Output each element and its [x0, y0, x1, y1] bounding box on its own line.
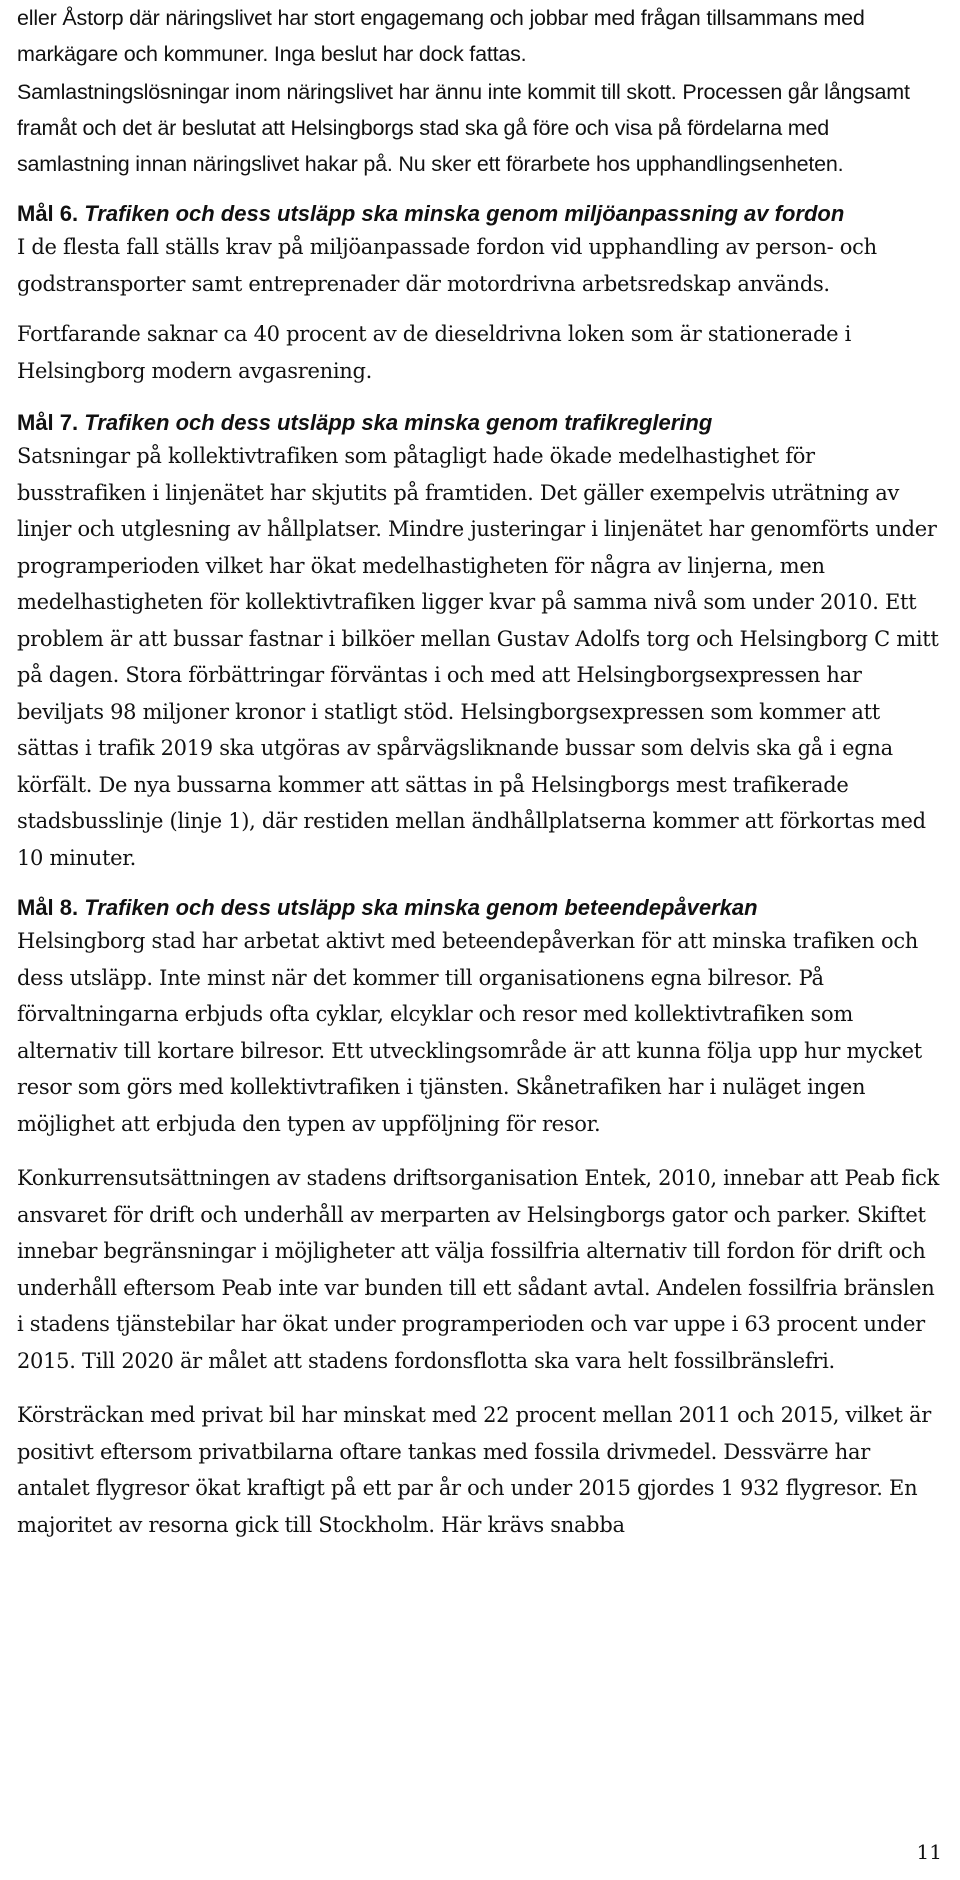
- document-page: [17, 0, 947, 1543]
- goal-7-label: Mål 7.: [17, 410, 79, 435]
- goal-6-heading: [17, 198, 947, 229]
- goal-7-heading: [17, 407, 947, 438]
- goal-6-label: Mål 6.: [17, 201, 79, 226]
- goal-8-paragraph-2: Konkurrensutsättningen av stadens driftsorganisation Entek, 2010, innebar att Peab fick ansvaret för drift och underhåll av merparten av Helsingborgs gator och parker. Skiftet innebar begränsningar i möjligheter att välja fossilfria alternativ till fordon för drift och underhåll eftersom Peab inte var bunden till ett sådant avtal. Andelen fossilfria bränslen i stadens tjänstebilar har ökat under programperioden och var uppe i 63 procent under 2015. Till 2020 är målet att stadens fordonsflotta ska vara helt fossilbränslefri.: [17, 1166, 939, 1373]
- goal-8-label: Mål 8.: [17, 895, 79, 920]
- goal-8-title: Trafiken och dess utsläpp ska minska genom beteendepåverkan: [84, 895, 758, 920]
- goal-7-paragraph-1: Satsningar på kollektivtrafiken som påtagligt hade ökade medelhastighet för busstrafiken i linjenätet har skjutits på framtiden. Det gäller exempelvis uträtning av linjer och utglesning av hållplatser. Mindre justeringar i linjenätet har genomförts under programperioden vilket har ökat medelhastigheten för några av linjerna, men medelhastigheten för kollektivtrafiken ligger kvar på samma nivå som under 2010. Ett problem är att bussar fastnar i bilköer mellan Gustav Adolfs torg och Helsingborg C mitt på dagen. Stora förbättringar förväntas i och med att Helsingborgsexpressen har beviljats 98 miljoner kronor i statligt stöd. Helsingborgsexpressen som kommer att sättas i trafik 2019 ska utgöras av spårvägsliknande bussar som delvis ska gå i egna körfält. De nya bussarna kommer att sättas in på Helsingborgs mest trafikerade stadsbusslinje (linje 1), där restiden mellan ändhållplatserna kommer att förkortas med 10 minuter.: [17, 444, 939, 870]
- goal-8-heading: [17, 892, 947, 923]
- intro-paragraph-1: eller Åstorp där näringslivet har stort engagemang och jobbar med frågan tillsammans med markägare och kommuner. Inga beslut har dock fattas.: [17, 6, 865, 66]
- goal-7-title: Trafiken och dess utsläpp ska minska genom trafikreglering: [84, 410, 713, 435]
- intro-paragraph-2: Samlastningslösningar inom näringslivet har ännu inte kommit till skott. Processen går långsamt framåt och det är beslutat att Helsingborgs stad ska gå före och visa på fördelarna med samlastning innan näringslivet hakar på. Nu sker ett förarbete hos upphandlingsenheten.: [17, 80, 910, 176]
- goal-6-paragraph-2: Fortfarande saknar ca 40 procent av de dieseldrivna loken som är stationerade i Helsingborg modern avgasrening.: [17, 322, 852, 383]
- goal-6-paragraph-1: I de flesta fall ställs krav på miljöanpassade fordon vid upphandling av person- och godstransporter samt entreprenader där motordrivna arbetsredskap används.: [17, 235, 877, 296]
- goal-8-paragraph-1: Helsingborg stad har arbetat aktivt med beteendepåverkan för att minska trafiken och dess utsläpp. Inte minst när det kommer till organisationens egna bilresor. På förvaltningarna erbjuds ofta cyklar, elcyklar och resor med kollektivtrafiken som alternativ till kortare bilresor. Ett utvecklingsområde är att kunna följa upp hur mycket resor som görs med kollektivtrafiken i tjänsten. Skånetrafiken har i nuläget ingen möjlighet att erbjuda den typen av uppföljning för resor.: [17, 929, 922, 1136]
- goal-6-title: Trafiken och dess utsläpp ska minska genom miljöanpassning av fordon: [84, 201, 845, 226]
- goal-8-paragraph-3: Körsträckan med privat bil har minskat med 22 procent mellan 2011 och 2015, vilket är positivt eftersom privatbilarna oftare tankas med fossila drivmedel. Dessvärre har antalet flygresor ökat kraftigt på ett par år och under 2015 gjordes 1 932 flygresor. En majoritet av resorna gick till Stockholm. Här krävs snabba: [17, 1403, 931, 1537]
- page-number: 11: [916, 1840, 942, 1864]
